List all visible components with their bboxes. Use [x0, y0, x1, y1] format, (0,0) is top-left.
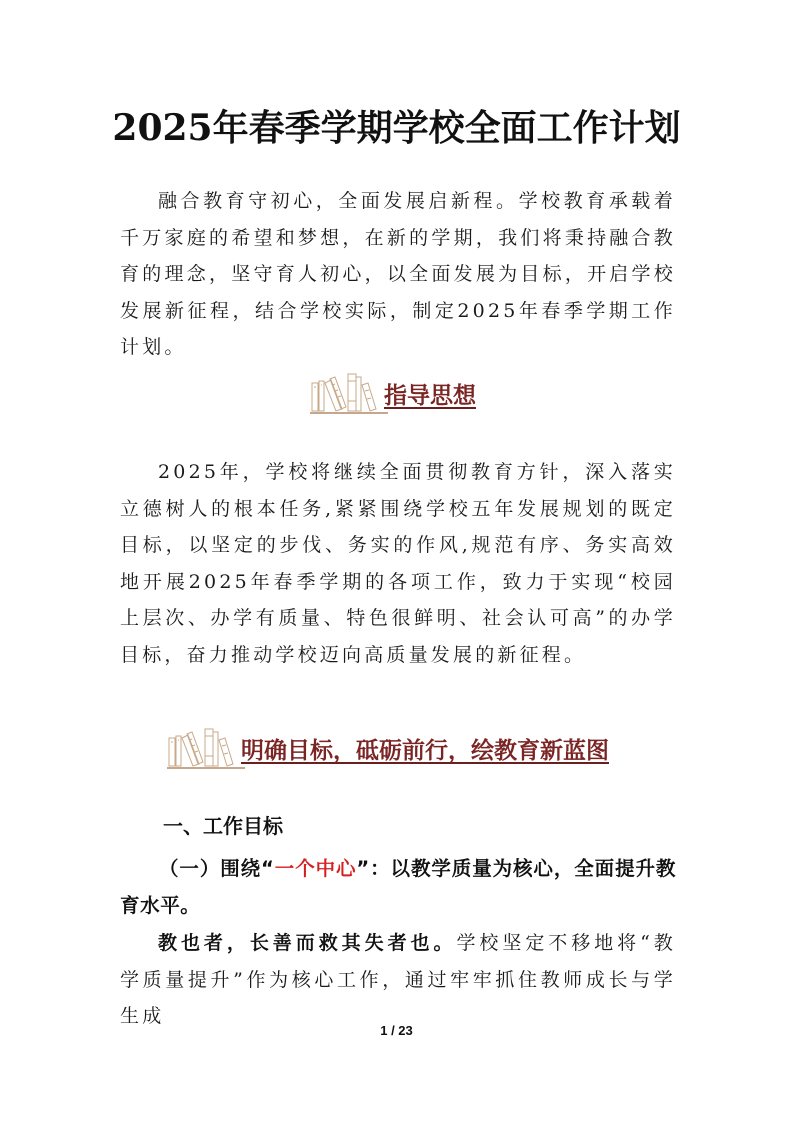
work-goals-heading: 一、工作目标: [163, 814, 283, 838]
teaching-quality-paragraph: [120, 925, 676, 1035]
goal-one: [120, 850, 676, 924]
paragraph-lead-quote: 教也者，长善而救其失者也。: [158, 932, 457, 954]
paragraph-body: 学校坚定不移地将“教学质量提升”作为核心工作，通过牢牢抓住教师成长与学生成: [120, 932, 676, 1027]
goal-one-highlight: 一个中心: [274, 857, 357, 880]
goal-one-suffix: ”：以教学质量为核心，全面提升教育水平。: [120, 857, 676, 917]
intro-paragraph: 融合教育守初心，全面发展启新程。学校教育承载着千万家庭的希望和梦想，在新的学期，我们将秉持融合教育的理念，坚守育人初心，以全面发展为目标，开启学校发展新征程，结合学校实际，制定2025年春季学期工作计划。: [120, 190, 676, 358]
section-heading-text: 指导思想: [384, 383, 476, 409]
section-heading-guiding-ideology: [308, 371, 476, 415]
guiding-ideology-paragraph: 2025年，学校将继续全面贯彻教育方针，深入落实立德树人的根本任务,紧紧围绕学校五年发展规划的既定目标，以坚定的步伐、务实的作风,规范有序、务实高效地开展2025年春季学期的各项工作，致力于实现“校园上层次、办学有质量、特色很鲜明、社会认可高”的办学目标，奋力推动学校迈向高质量发展的新征程。: [120, 461, 676, 666]
books-icon: [165, 726, 245, 770]
goal-one-prefix: （一）围绕“: [159, 857, 275, 880]
section-heading-text: 明确目标，砥砺前行，绘教育新蓝图: [241, 738, 609, 764]
document-title: 2025年春季学期学校全面工作计划: [112, 107, 681, 149]
books-icon: [308, 371, 388, 415]
section-heading-goals: [165, 726, 609, 770]
page-number: 1 / 23: [380, 1023, 413, 1038]
